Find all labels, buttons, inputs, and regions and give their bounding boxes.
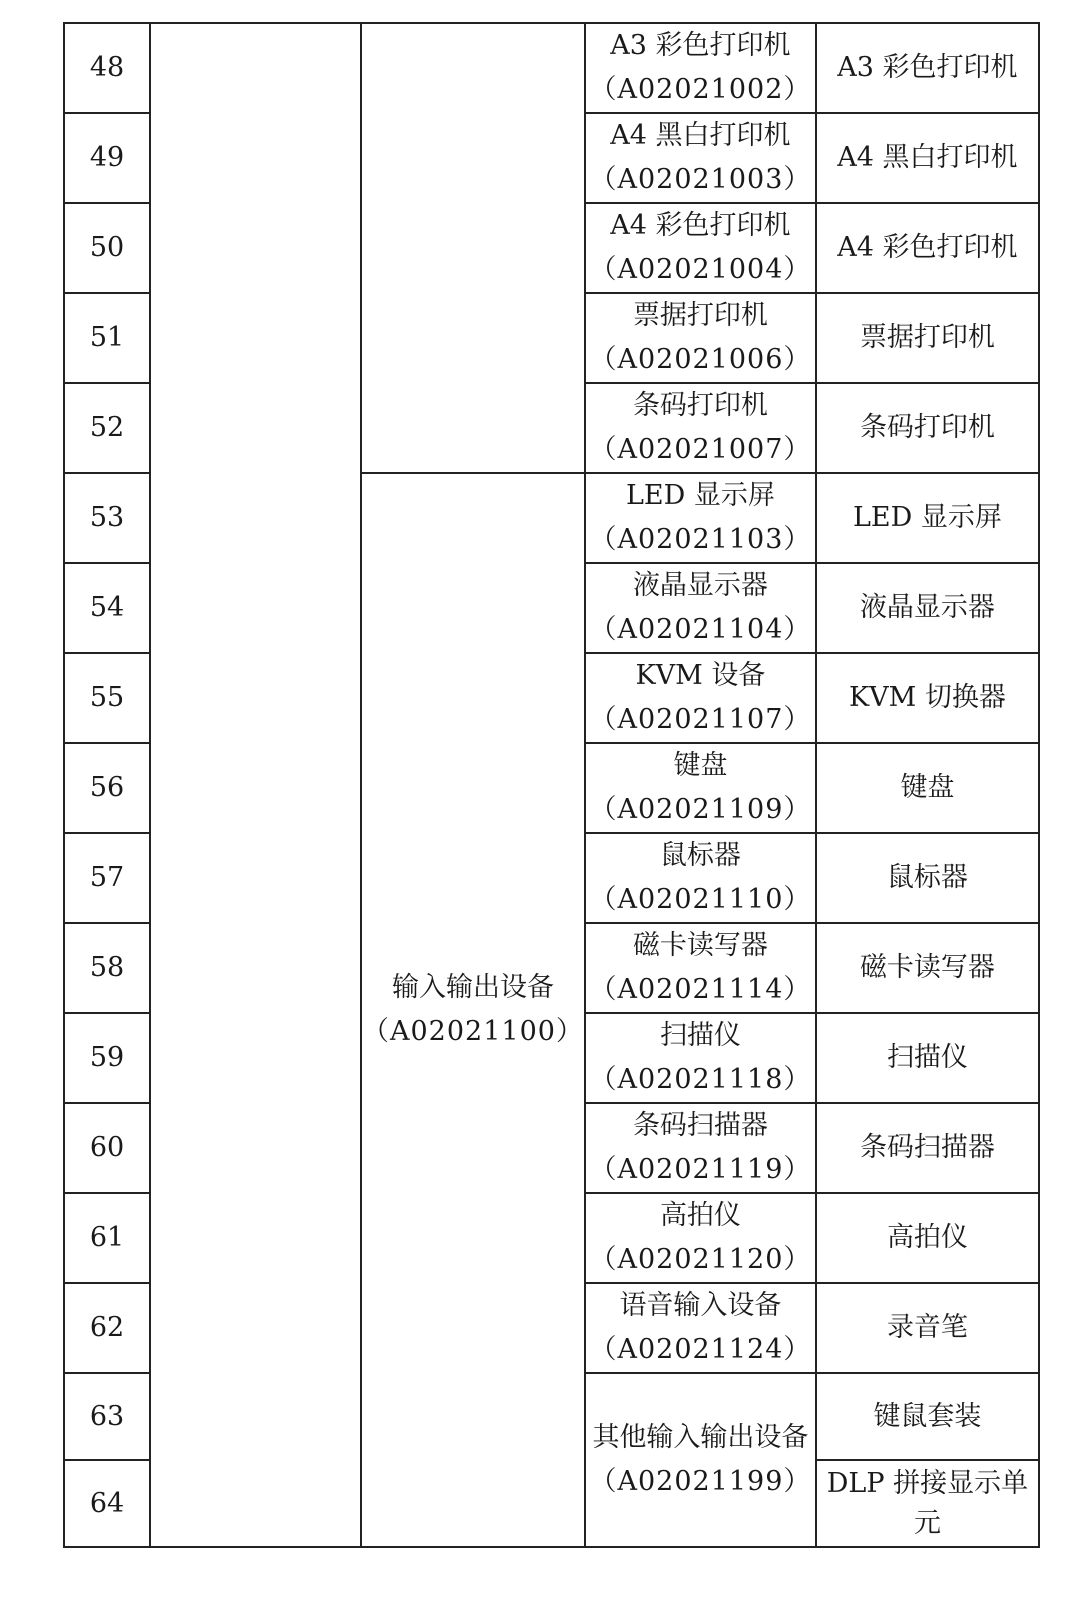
item-name: KVM 设备: [635, 660, 766, 691]
row-number: 61: [64, 1193, 150, 1283]
row-number: 60: [64, 1103, 150, 1193]
row-number: 63: [64, 1373, 150, 1460]
item-code: （A02021006）: [589, 344, 812, 375]
item-cell: [585, 1193, 816, 1283]
row-number: 59: [64, 1013, 150, 1103]
spec-cell: 键盘: [816, 743, 1039, 833]
item-name: 键盘: [673, 750, 728, 781]
row-number: 54: [64, 563, 150, 653]
io-category-name: 输入输出设备: [391, 972, 554, 1003]
item-name: 磁卡读写器: [632, 930, 768, 961]
item-cell: [585, 833, 816, 923]
io-category-code: （A02021100）: [362, 1016, 584, 1047]
spec-cell: LED 显示屏: [816, 473, 1039, 563]
procurement-catalog-table: [63, 22, 1040, 1548]
item-code: （A02021120）: [589, 1244, 812, 1275]
item-cell: [585, 1103, 816, 1193]
item-cell: [585, 743, 816, 833]
item-code: （A02021107）: [589, 704, 812, 735]
item-name: 语音输入设备: [619, 1290, 782, 1321]
item-cell: [585, 113, 816, 203]
item-code: （A02021118）: [589, 1064, 812, 1095]
item-name: 其他输入输出设备: [592, 1422, 809, 1453]
spec-cell: 液晶显示器: [816, 563, 1039, 653]
item-name: 条码扫描器: [632, 1110, 768, 1141]
item-name: 票据打印机: [632, 300, 768, 331]
item-name: A4 黑白打印机: [610, 120, 791, 151]
item-code: （A02021110）: [589, 884, 812, 915]
item-code: （A02021003）: [589, 164, 812, 195]
item-name: A4 彩色打印机: [610, 210, 791, 241]
item-code: （A02021114）: [589, 974, 812, 1005]
row-number: 55: [64, 653, 150, 743]
item-code: （A02021124）: [589, 1334, 812, 1365]
row-number: 56: [64, 743, 150, 833]
item-code: （A02021103）: [589, 524, 812, 555]
spec-cell: KVM 切换器: [816, 653, 1039, 743]
item-code: （A02021007）: [589, 434, 812, 465]
spec-cell: 票据打印机: [816, 293, 1039, 383]
table-row: [64, 23, 1039, 113]
item-code: （A02021004）: [589, 254, 812, 285]
row-number: 48: [64, 23, 150, 113]
spec-cell: 键鼠套装: [816, 1373, 1039, 1460]
item-code: （A02021002）: [589, 74, 812, 105]
row-number: 52: [64, 383, 150, 473]
category-cell-empty: [150, 23, 361, 1547]
spec-cell: DLP 拼接显示单元: [816, 1460, 1039, 1547]
item-code: （A02021109）: [589, 794, 812, 825]
item-name: LED 显示屏: [626, 480, 775, 511]
row-number: 64: [64, 1460, 150, 1547]
spec-cell: A4 彩色打印机: [816, 203, 1039, 293]
spec-cell: 条码扫描器: [816, 1103, 1039, 1193]
subcategory-cell: [361, 473, 585, 1547]
item-name: 液晶显示器: [632, 570, 768, 601]
item-code: （A02021104）: [589, 614, 812, 645]
item-code: （A02021199）: [589, 1466, 812, 1497]
item-name: 条码打印机: [632, 390, 768, 421]
item-name: A3 彩色打印机: [610, 30, 791, 61]
item-cell: [585, 653, 816, 743]
row-number: 49: [64, 113, 150, 203]
row-number: 62: [64, 1283, 150, 1373]
spec-cell: 磁卡读写器: [816, 923, 1039, 1013]
row-number: 57: [64, 833, 150, 923]
item-name: 扫描仪: [659, 1020, 741, 1051]
item-cell: [585, 563, 816, 653]
item-cell: [585, 203, 816, 293]
spec-cell: 高拍仪: [816, 1193, 1039, 1283]
subcategory-cell-empty: [361, 23, 585, 473]
row-number: 51: [64, 293, 150, 383]
item-cell: [585, 1373, 816, 1547]
row-number: 50: [64, 203, 150, 293]
item-cell: [585, 1013, 816, 1103]
spec-cell: 鼠标器: [816, 833, 1039, 923]
item-cell: [585, 383, 816, 473]
row-number: 53: [64, 473, 150, 563]
item-cell: [585, 923, 816, 1013]
spec-cell: 录音笔: [816, 1283, 1039, 1373]
spec-cell: A4 黑白打印机: [816, 113, 1039, 203]
item-cell: [585, 473, 816, 563]
item-name: 鼠标器: [659, 840, 741, 871]
item-name: 高拍仪: [659, 1200, 741, 1231]
item-cell: [585, 293, 816, 383]
item-cell: [585, 23, 816, 113]
item-code: （A02021119）: [589, 1154, 812, 1185]
spec-cell: 扫描仪: [816, 1013, 1039, 1103]
spec-cell: A3 彩色打印机: [816, 23, 1039, 113]
row-number: 58: [64, 923, 150, 1013]
item-cell: [585, 1283, 816, 1373]
spec-cell: 条码打印机: [816, 383, 1039, 473]
